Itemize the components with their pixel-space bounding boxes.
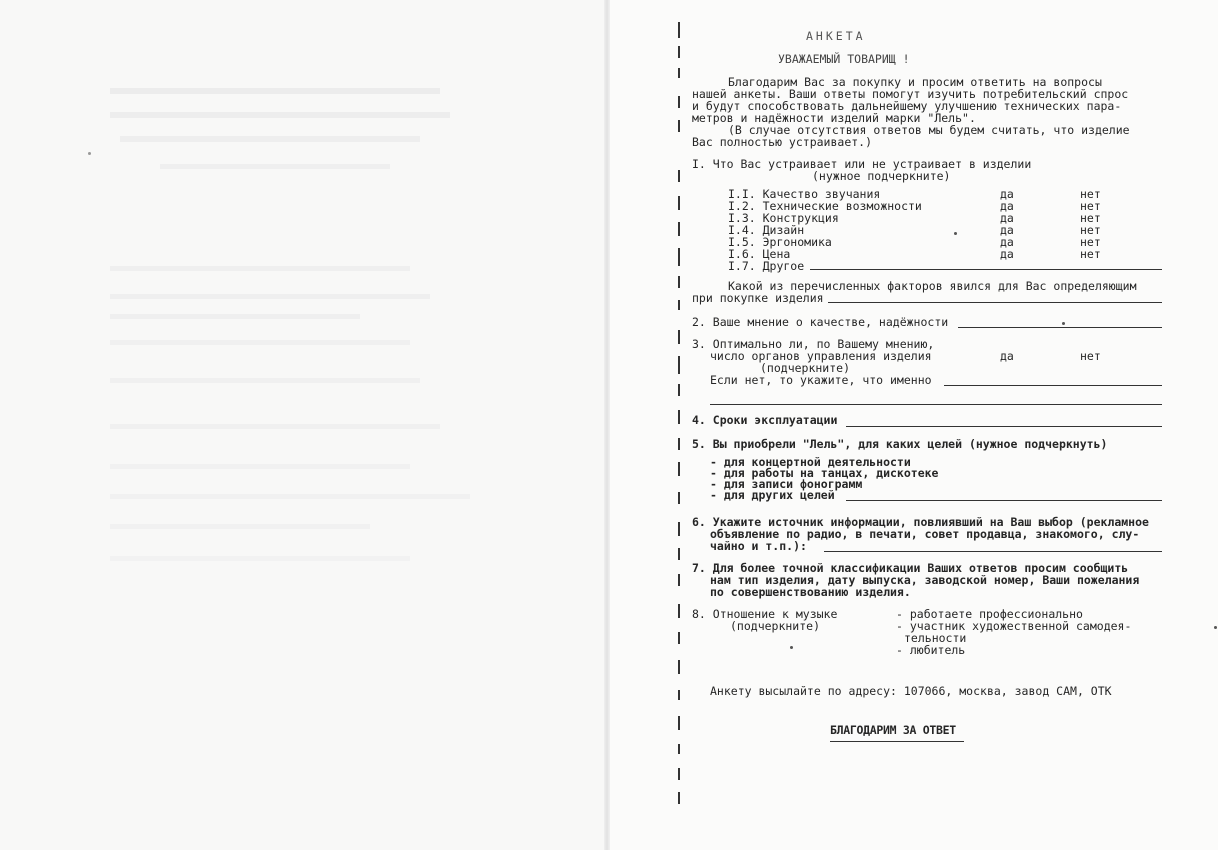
margin-mark xyxy=(678,492,680,504)
q1-item-no[interactable]: нет xyxy=(1080,247,1101,261)
q1-item-label: I.3. Конструкция xyxy=(728,211,839,225)
margin-mark xyxy=(678,792,680,804)
q6-answer-line[interactable] xyxy=(824,551,1162,552)
margin-mark xyxy=(678,196,680,210)
margin-mark xyxy=(678,438,680,450)
margin-mark xyxy=(678,462,680,476)
margin-mark xyxy=(678,22,680,38)
q2-text: 2. Ваше мнение о качестве, надёжности xyxy=(692,315,949,329)
q1-item-yes[interactable]: да xyxy=(1000,235,1014,249)
q1-item-yes[interactable]: да xyxy=(1000,211,1014,225)
q6-line: 6. Укажите источник информации, повлиявший на Ваш выбор (рекламное xyxy=(692,515,1149,529)
q5-title: 5. Вы приобрели "Лель", для каких целей (нужное подчеркнуть) xyxy=(692,437,1108,451)
q5-option[interactable]: - для других целей xyxy=(710,488,835,502)
q6-line: чайно и т.п.): xyxy=(710,539,807,553)
margin-mark xyxy=(678,170,680,182)
margin-mark xyxy=(678,300,680,310)
q5-other-answer-line[interactable] xyxy=(846,500,1162,501)
margin-mark xyxy=(678,548,680,560)
q1-item-label: I.7. Другое xyxy=(728,259,805,273)
q1-item-no[interactable]: нет xyxy=(1080,187,1101,201)
specks xyxy=(954,232,957,235)
intro-line: Благодарим Вас за покупку и просим ответить на вопросы xyxy=(728,75,1102,89)
q4-answer-line[interactable] xyxy=(846,426,1162,427)
specks xyxy=(790,646,793,649)
q3-line: число органов управления изделия xyxy=(710,349,932,363)
q1-item-yes[interactable]: да xyxy=(1000,187,1014,201)
q5-option[interactable]: - для концертной деятельности xyxy=(710,455,911,469)
q4-text: 4. Сроки эксплуатации xyxy=(692,413,838,427)
left-page-blank xyxy=(0,0,606,850)
margin-mark xyxy=(678,330,680,344)
margin-mark xyxy=(678,716,680,730)
intro-line: метров и надёжности изделий марки "Лель". xyxy=(692,111,976,125)
margin-mark xyxy=(678,410,680,424)
margin-mark xyxy=(678,46,680,58)
thanks-underline xyxy=(830,741,964,742)
margin-mark xyxy=(678,632,680,644)
q1-item-label: I.6. Цена xyxy=(728,247,791,261)
q3-answer-line-2[interactable] xyxy=(710,404,1162,405)
intro-line: и будут способствовать дальнейшему улучшению технических пара- xyxy=(692,99,1122,113)
q1-followup: Какой из перечисленных факторов явился для Вас определяющим xyxy=(728,279,1137,293)
intro-line: Вас полностью устраивает.) xyxy=(692,135,873,149)
q1-item-no[interactable]: нет xyxy=(1080,211,1101,225)
q1-item-label: I.2. Технические возможности xyxy=(728,199,922,213)
specks xyxy=(1062,322,1065,325)
mailing-address: Анкету высылайте по адресу: 107066, москва, завод САМ, ОТК xyxy=(710,684,1112,698)
q1-item-no[interactable]: нет xyxy=(1080,223,1101,237)
q3-line: 3. Оптимально ли, по Вашему мнению, xyxy=(692,337,935,351)
q8-title: 8. Отношение к музыке xyxy=(692,607,838,621)
questionnaire-page xyxy=(610,0,1218,850)
q8-option[interactable]: - любитель xyxy=(896,643,966,657)
q3-answer-line[interactable] xyxy=(944,385,1162,386)
q2-answer-line[interactable] xyxy=(958,327,1162,328)
q8-option[interactable]: - участник художественной самодея- xyxy=(896,619,1132,633)
margin-mark xyxy=(678,248,680,266)
q1-followup-answer-line[interactable] xyxy=(828,302,1162,303)
intro-line: (В случае отсутствия ответов мы будем считать, что изделие xyxy=(728,123,1130,137)
q1-item-yes[interactable]: да xyxy=(1000,247,1014,261)
q1-hint: (нужное подчеркните) xyxy=(812,169,951,183)
q5-option[interactable]: - для работы на танцах, дискотеке xyxy=(710,466,939,480)
q8-option[interactable]: - работаете профессионально xyxy=(896,607,1083,621)
thanks-footer: БЛАГОДАРИМ ЗА ОТВЕТ xyxy=(830,723,956,737)
margin-mark xyxy=(678,768,680,780)
margin-mark xyxy=(678,574,680,586)
margin-mark xyxy=(678,604,680,618)
margin-mark xyxy=(678,96,680,108)
q8-hint: (подчеркните) xyxy=(730,619,821,633)
margin-mark xyxy=(678,222,680,236)
q1-other-answer-line[interactable] xyxy=(810,269,1162,270)
q1-item-label: I.4. Дизайн xyxy=(728,223,805,237)
margin-mark xyxy=(678,690,680,700)
q1-item-label: I.I. Качество звучания xyxy=(728,187,881,201)
q3-ifno: Если нет, то укажите, что именно xyxy=(710,373,932,387)
q1-title: I. Что Вас устраивает или не устраивает в изделии xyxy=(692,157,1032,171)
q1-item-no[interactable]: нет xyxy=(1080,235,1101,249)
specks xyxy=(88,152,91,155)
survey-title: АНКЕТА xyxy=(806,29,866,43)
intro-line: нашей анкеты. Ваши ответы помогут изучить потребительский спрос xyxy=(692,87,1129,101)
q1-followup: при покупке изделия xyxy=(692,291,824,305)
q1-item-label: I.5. Эргономика xyxy=(728,235,832,249)
margin-mark xyxy=(678,68,680,78)
q5-option[interactable]: - для записи фонограмм xyxy=(710,477,863,491)
q1-item-yes[interactable]: да xyxy=(1000,199,1014,213)
q8-option-cont: тельности xyxy=(904,631,967,645)
q7-line: по совершенствованию изделия. xyxy=(710,585,911,599)
q3-hint: (подчеркните) xyxy=(760,361,851,375)
margin-mark xyxy=(678,522,680,536)
margin-mark xyxy=(678,744,680,754)
greeting: УВАЖАЕМЫЙ ТОВАРИЩ ! xyxy=(778,52,910,66)
q7-line: 7. Для более точной классификации Ваших ответов просим сообщить xyxy=(692,561,1129,575)
q1-item-no[interactable]: нет xyxy=(1080,199,1101,213)
specks xyxy=(1214,626,1217,629)
margin-mark xyxy=(678,276,680,288)
margin-mark xyxy=(678,660,680,674)
q1-item-yes[interactable]: да xyxy=(1000,223,1014,237)
q7-line: нам тип изделия, дату выпуска, заводской номер, Ваши пожелания xyxy=(710,573,1140,587)
q6-line: объявление по радио, в печати, совет продавца, знакомого, слу- xyxy=(710,527,1140,541)
q3-yes[interactable]: да xyxy=(1000,349,1014,363)
margin-mark xyxy=(678,356,680,374)
q3-no[interactable]: нет xyxy=(1080,349,1101,363)
margin-mark xyxy=(678,120,680,132)
margin-mark xyxy=(678,384,680,396)
